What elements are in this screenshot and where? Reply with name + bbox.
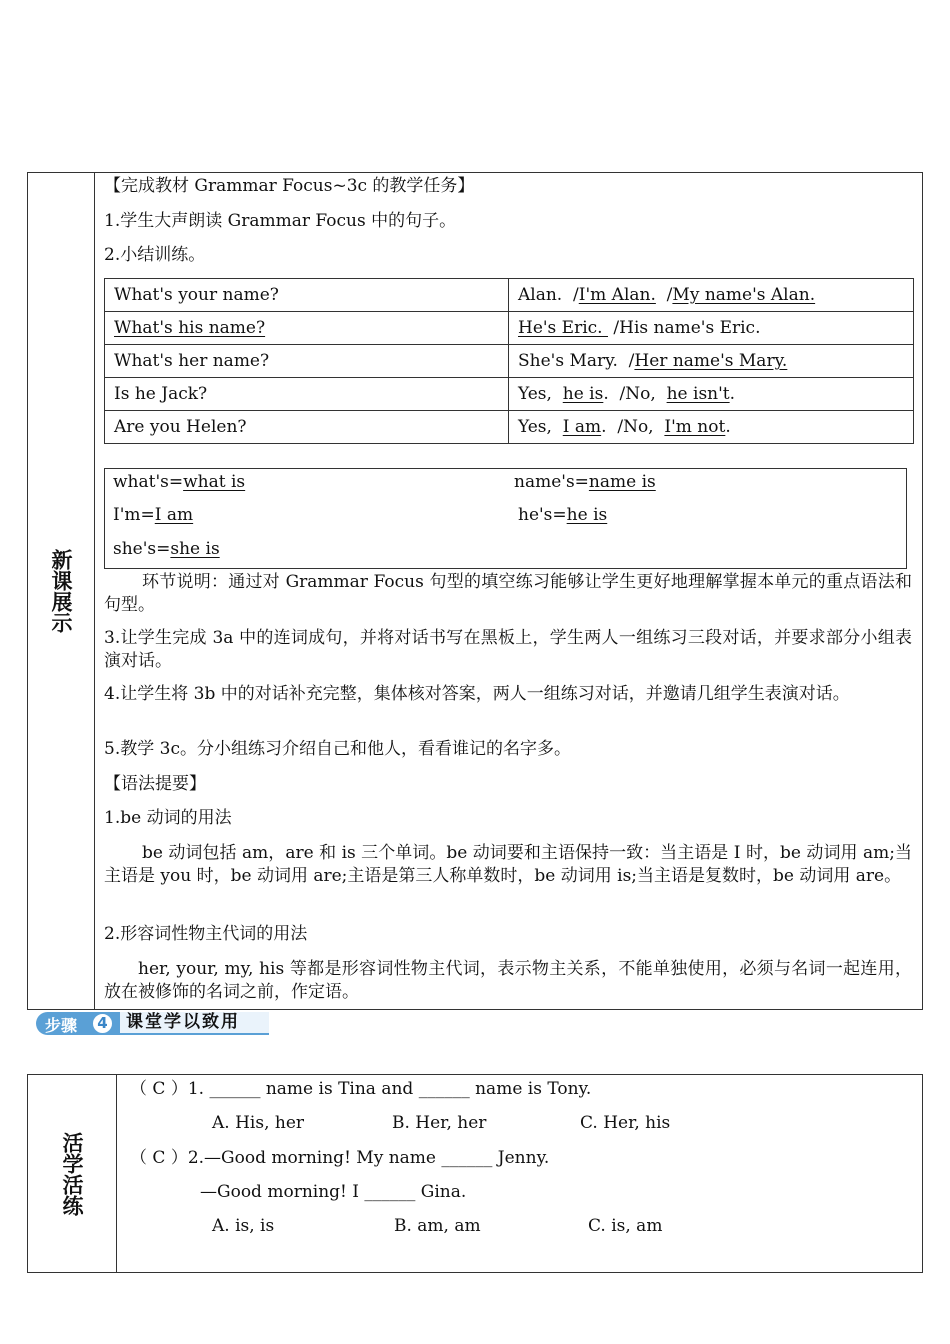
answer-blank-filled: I'm Alan. [578,285,656,305]
question-1-option-a: A. His, her [212,1113,305,1133]
question-text: What's his name? [114,318,266,338]
new-lesson-side-label: 新课展示 [49,549,73,633]
question-cell [105,411,509,444]
question-cell [105,378,509,411]
answer-blank-filled: Her name's Mary. [634,351,788,371]
question-2-option-c: C. is, am [588,1216,663,1236]
question-1-option-c: C. Her, his [580,1113,671,1133]
question-1-option-b: B. Her, her [392,1113,487,1133]
contraction-hes: he's=he is [518,505,608,525]
answer-text: Alan. / [518,285,579,305]
answer-cell [509,279,914,312]
step-number: 4 [91,1012,114,1035]
answer-blank-filled: I am [562,417,602,437]
step-1: 1.学生大声朗读 Grammar Focus 中的句子。 [104,211,457,231]
answer-cell [509,312,914,345]
question-1-stem: （ C ）1. ______ name is Tina and ______ name is Tony. [130,1079,592,1099]
grammar-2-body: her, your, my, his 等都是形容词性物主代词，表示物主关系，不能单独使用，必须与名词一起连用，放在被修饰的名词之前，作定语。 [104,959,912,1002]
step-2: 2.小结训练。 [104,245,206,265]
practice-side-label: 活学活练 [60,1131,84,1216]
answer-cell [509,411,914,444]
table-row [105,345,914,378]
contraction-im: I'm=I am [113,505,194,525]
step-5: 5.教学 3c。分小组练习介绍自己和他人，看看谁记的名字多。 [104,739,571,759]
answer-text: . /No, [603,384,667,404]
question-2-line-2: —Good morning! I ______ Gina. [200,1182,467,1202]
contraction-shes: she's=she is [113,539,220,559]
answer-text: Yes, [518,384,563,404]
question-cell [105,279,509,312]
answer-blank-filled: he is [562,384,604,404]
question-text: Are you Helen? [114,417,247,437]
table-row [105,378,914,411]
answer-text: Yes, [518,417,563,437]
question-text: What's her name? [114,351,270,371]
table-row [105,312,914,345]
answer-blank-filled: My name's Alan. [672,285,816,305]
question-2-stem: （ C ）2.—Good morning! My name ______ Jenny. [130,1148,550,1168]
grammar-1-title: 1.be 动词的用法 [104,808,232,828]
answer-cell [509,345,914,378]
question-text: Is he Jack? [114,384,208,404]
question-2-option-b: B. am, am [394,1216,481,1236]
answer-cell [509,378,914,411]
step-banner [36,1011,269,1037]
answer-blank-filled: He's Eric. [518,318,608,338]
answer-blank-filled: he isn't [666,384,730,404]
answer-text: She's Mary. / [518,351,635,371]
question-text: What's your name? [114,285,279,305]
table-row [105,279,914,312]
answer-text: . [725,417,731,437]
step-4: 4.让学生将 3b 中的对话补充完整，集体核对答案，两人一组练习对话，并邀请几组学生表演对话。 [104,684,850,704]
grammar-heading: 【语法提要】 [104,774,206,794]
grammar-1-body: be 动词包括 am，are 和 is 三个单词。be 动词要和主语保持一致：当主语是 I 时，be 动词用 am;当主语是 you 时，be 动词用 are;主语是第三人称单数时，be 动词用 is;当主语是复数时，be 动词用 are。 [104,843,912,886]
summary-table [104,278,914,444]
contraction-whats: what's=what is [113,472,246,492]
task-heading: 【完成教材 Grammar Focus~3c 的教学任务】 [104,176,475,196]
table-row [105,411,914,444]
section-note: 环节说明：通过对 Grammar Focus 句型的填空练习能够让学生更好地理解掌握本单元的重点语法和句型。 [104,572,912,615]
question-cell [105,345,509,378]
question-cell [105,312,509,345]
step-3: 3.让学生完成 3a 中的连词成句，并将对话书写在黑板上，学生两人一组练习三段对话，并要求部分小组表演对话。 [104,628,912,671]
answer-text: / [655,285,673,305]
contraction-names: name's=name is [514,472,656,492]
step-word: 步骤 [45,1016,78,1035]
practice-section [27,1074,923,1273]
question-2-option-a: A. is, is [212,1216,275,1236]
answer-text: . /No, [601,417,665,437]
answer-text: /His name's Eric. [608,318,761,338]
grammar-2-title: 2.形容词性物主代词的用法 [104,924,308,944]
practice-side-cell [28,1075,117,1272]
answer-blank-filled: I'm not [664,417,726,437]
new-lesson-side-cell [28,173,95,1009]
step-title: 课堂学以致用 [120,1012,269,1035]
answer-text: . [729,384,736,404]
